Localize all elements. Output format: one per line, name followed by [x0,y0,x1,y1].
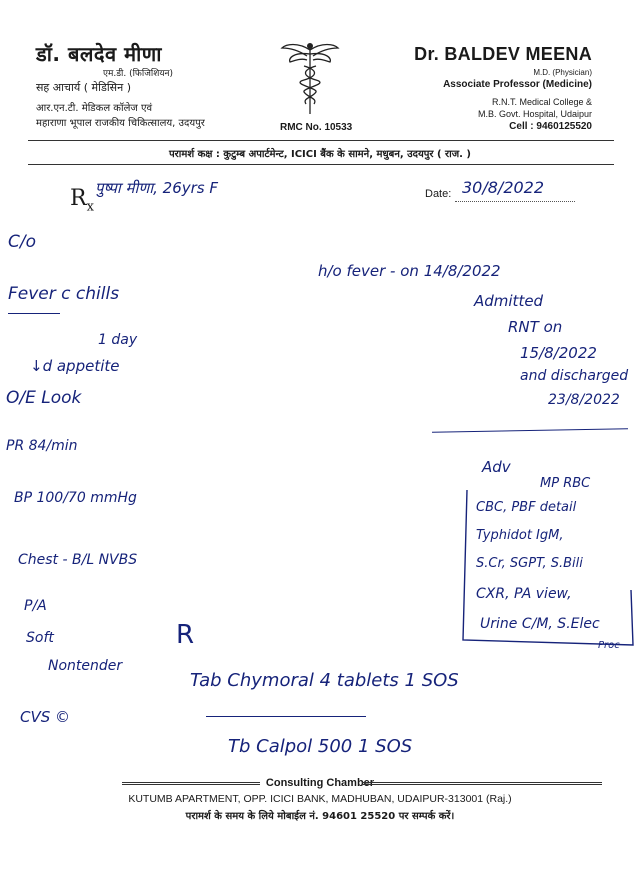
history-discharged: and discharged [520,368,629,384]
exam-cvs: CVS © [20,708,71,726]
rmc-number: RMC No. 10533 [280,122,353,133]
history-discharge-date: 23/8/2022 [548,392,620,408]
doctor-position-hindi: सह आचार्य ( मेडिसिन ) [36,81,132,94]
exam-pa: P/A [24,598,47,614]
college-line1-hindi: आर.एन.टी. मेडिकल कॉलेज एवं [36,103,153,114]
exam-chest: Chest - B/L NVBS [18,552,138,568]
exam-bp: BP 100/70 mmHg [14,490,137,506]
medicine-underline [206,716,366,717]
complaint-duration: 1 day [98,332,138,348]
medicine-chymoral: Tab Chymoral 4 tablets 1 SOS [190,670,459,691]
date-label: Date: [425,188,452,200]
advice-heading: Adv [482,458,511,476]
medicine-calpol: Tb Calpol 500 1 SOS [228,736,413,757]
history-admit-date: 15/8/2022 [520,344,597,362]
consultation-address: परामर्श कक्ष : कुटुम्ब अपार्टमेन्ट, ICICI बैंक के सामने, मधुबन, उदयपुर ( राज. ) [168,149,471,160]
doctor-degree-hindi: एम.डी. (फिजिशियन) [103,69,174,79]
history-admitted: Admitted [474,292,544,310]
advice-mp: MP RBC [540,476,591,491]
doctor-cell: Cell : 9460125520 [509,121,592,132]
history-fever: h/o fever - on 14/8/2022 [318,262,501,280]
doctor-position-english: Associate Professor (Medicine) [443,79,592,90]
exam-pa-nontender: Nontender [48,658,123,674]
advice-bracket [455,480,640,655]
footer-mobile-note: परामर्श के समय के लिये मोबाईल नं. 94601 25520 पर सम्पर्क करें। [185,811,455,822]
complaint-heading: C/o [8,232,36,252]
college-line1-english: R.N.T. Medical College & [491,97,592,107]
exam-pa-soft: Soft [26,630,54,646]
doctor-degree-english: M.D. (Physician) [533,68,592,77]
footer-address: KUTUMB APARTMENT, OPP. ICICI BANK, MADHUBAN, UDAIPUR-313001 (Raj.) [128,793,512,805]
date-dotted-line [455,201,575,202]
advice-typhidot: Typhidot IgM, [476,528,564,543]
college-line2-english: M.B. Govt. Hospital, Udaipur [477,109,592,119]
complaint-fever: Fever c chills [8,284,120,304]
history-rnt: RNT on [508,318,563,336]
advice-proc: Proc [598,640,620,651]
footer-title: Consulting Chamber [265,777,375,789]
header-divider-bottom [28,164,614,165]
header-divider-top [28,140,614,141]
advice-cxr: CXR, PA view, [476,586,572,602]
doctor-name-hindi: डॉ. बलदेव मीणा [36,42,162,66]
patient-name: पुष्पा मीणा, 26yrs F [95,179,218,197]
caduceus-icon [280,40,340,116]
advice-urine: Urine C/M, S.Elec [480,616,600,632]
advice-cbc: CBC, PBF detail [476,500,577,515]
college-line2-hindi: महाराणा भूपाल राजकीय चिकित्सालय, उदयपुर [36,118,205,129]
advice-kft: S.Cr, SGPT, S.Bili [476,556,583,571]
doctor-name-english: Dr. BALDEV MEENA [414,44,592,64]
complaint-appetite: ↓d appetite [30,357,120,375]
complaint-underline [8,313,60,314]
exam-general: O/E Look [6,388,82,408]
exam-pulse: PR 84/min [6,438,78,454]
footer-line-right [362,782,602,785]
rx-symbol: $R_x$ [70,186,94,215]
prescription-date: 30/8/2022 [462,178,545,197]
history-divider [432,428,628,432]
rx-handwritten: R [176,620,195,650]
